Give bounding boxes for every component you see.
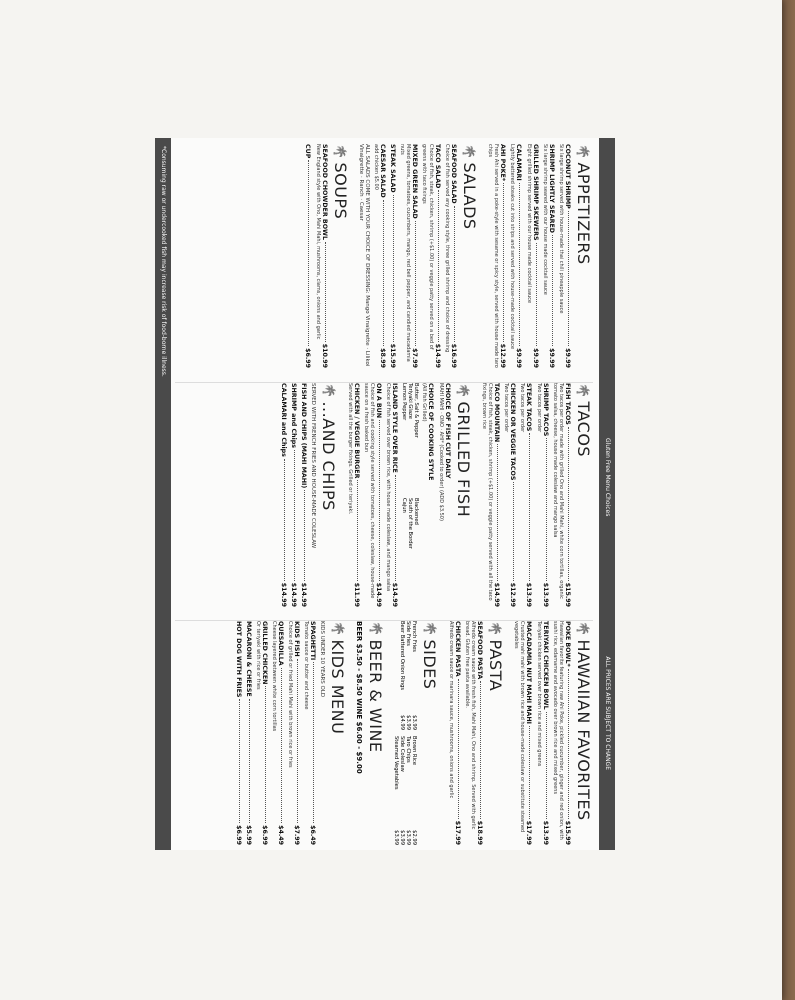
side-item <box>399 621 405 730</box>
cooking-style-option: Lemon Pepper <box>401 383 408 421</box>
menu-item <box>300 383 307 607</box>
menu-item-price: $15.99 <box>564 820 571 845</box>
cooking-style-option: Cajun <box>401 498 408 513</box>
menu-item <box>314 144 327 368</box>
section-title <box>574 383 593 607</box>
dotted-leader <box>393 195 394 342</box>
palm-tree-icon: 🌴 <box>330 621 345 637</box>
menu-item-price: $6.99 <box>304 348 312 368</box>
salad-dressing-note: ALL SALADS COME WITH YOUR CHOICE OF DRESSING: Mango Vinaigrette · Lilikoi Vinaigrette · Ranch · Caesar <box>357 144 370 367</box>
side-name: French Fries <box>411 621 418 652</box>
menu-item-description: Choice of fish served over brown rice, with house made coleslaw, and mango salsa <box>385 383 392 592</box>
menu-item <box>552 621 571 845</box>
menu-section <box>481 383 593 607</box>
price-change-note: ALL PRICES ARE SUBJECT TO CHANGE <box>604 656 611 770</box>
side-name: Side Fries <box>405 621 412 646</box>
menu-item-name: SEAFOOD SALAD <box>449 144 457 204</box>
menu-item <box>519 383 532 607</box>
menu-item-row <box>525 621 532 845</box>
menu-column-middle <box>175 382 593 607</box>
menu-item-row <box>300 383 307 607</box>
menu-item-name: CHOICE OF COOKING STYLE <box>427 383 435 481</box>
menu-item <box>487 144 506 368</box>
menu-item-name: SEAFOOD CHOWDER BOWL <box>320 144 328 241</box>
section-title-text: GRILLED FISH <box>453 401 473 518</box>
raw-fish-warning: *Consuming raw or undercooked fish may increase risk of food-borne illness. <box>160 146 167 377</box>
menu-item-name: STEAK SALAD <box>388 144 396 193</box>
menu-item-row <box>476 621 483 845</box>
menu-item <box>385 383 398 607</box>
dotted-leader <box>265 686 266 823</box>
menu-item-row <box>261 621 268 845</box>
beer-wine-prices: BEER $3.50 - $8.50 WINE $6.00 - $9.00 <box>355 621 364 774</box>
menu-item-price: $7.99 <box>411 348 419 368</box>
dotted-leader <box>480 681 481 818</box>
side-item <box>393 621 399 730</box>
menu-item-row <box>280 383 287 607</box>
menu-item-row <box>434 144 441 368</box>
menu-item-price: $14.99 <box>280 582 288 607</box>
menu-item-name: STEAK TACOS <box>525 383 533 432</box>
menu-section <box>235 621 348 845</box>
menu-column-left <box>175 144 593 368</box>
side-item <box>411 621 417 730</box>
section-title-text: TACOS <box>574 401 593 458</box>
dotted-leader <box>308 160 309 346</box>
menu-item-price: $14.99 <box>391 582 399 607</box>
menu-item-price: $14.99 <box>290 582 298 607</box>
cooking-style-option: Blackened <box>413 498 420 525</box>
dotted-leader <box>284 459 285 581</box>
menu-item-price: $13.99 <box>525 582 533 607</box>
menu-item-row <box>411 144 418 368</box>
menu-item-description: Two tacos per order <box>535 383 542 433</box>
sides-list <box>393 621 417 845</box>
menu-item-name: MIXED GREEN SALAD <box>411 144 419 219</box>
dotted-leader <box>249 699 250 823</box>
menu-item-name: QUESADILLA <box>276 621 284 666</box>
menu-item-price: $17.99 <box>453 820 461 845</box>
dotted-leader <box>379 420 380 581</box>
menu-section <box>358 144 479 368</box>
menu-item-price: $14.99 <box>300 582 308 607</box>
menu-item <box>535 621 548 845</box>
menu-item-price: $15.99 <box>564 582 571 607</box>
menu-item <box>444 144 457 368</box>
dotted-leader <box>239 699 240 823</box>
menu-item-name: COCONUT SHRIMP <box>564 144 571 209</box>
menu-item-price: $10.99 <box>320 343 328 368</box>
menu-item-description: Lightly battered steaks cut into strips and served with house-made cocktail sauce <box>509 144 516 350</box>
menu-item-name: MACADAMIA NUT MAHI MAHI <box>525 621 533 724</box>
cooking-style-option: Butter, Salt & Pepper <box>413 383 420 438</box>
side-item <box>393 736 399 845</box>
dotted-leader <box>513 482 514 580</box>
menu-item <box>389 144 396 368</box>
menu-item-row <box>379 144 386 368</box>
menu-column-right <box>175 620 593 845</box>
menu-item-description: Choice of fish, steak, chicken, shrimp (+$1.00) or veggie patty served with all the taco fixings, brown rice <box>480 383 493 601</box>
menu-item <box>363 383 382 607</box>
section-title-text: SALADS <box>459 162 479 230</box>
menu-item <box>421 144 440 368</box>
section-title-text: SIDES <box>420 639 440 690</box>
side-name: Brown Rice <box>411 736 418 766</box>
menu-item-description: Hawaiian favorite featuring raw Ahi Poke, pickled cucumber, ginger and red onion, with sushi rice, edamame and avocado over brown rice and mixed greens <box>551 621 564 840</box>
cooking-style-option: South of the Border <box>407 498 414 549</box>
menu-item-row <box>493 383 500 607</box>
palm-tree-icon: 🌴 <box>576 621 591 637</box>
side-price: $3.99 <box>399 830 406 845</box>
menu-item-row <box>444 383 451 607</box>
menu-item-row <box>564 383 571 607</box>
menu-item-description: Teriyaki chicken served over brown rice and mixed greens <box>535 621 542 767</box>
dotted-leader <box>529 726 530 819</box>
menu-item <box>290 383 297 607</box>
menu-section <box>346 383 472 607</box>
menu-item <box>558 144 571 368</box>
side-item <box>399 736 405 845</box>
menu-item-description: Crusted mahi mahi with brown rice and house-made coleslaw or substitute steamed vegetables <box>513 621 526 833</box>
menu-item <box>437 383 450 607</box>
palm-tree-icon: 🌴 <box>368 621 383 637</box>
dotted-leader <box>325 242 326 342</box>
dotted-leader <box>395 475 396 581</box>
menu-item-price: $16.99 <box>449 343 457 368</box>
section-title-text: BEER & WINE <box>366 639 386 753</box>
menu-item <box>447 621 460 845</box>
palm-tree-icon: 🌴 <box>488 621 503 637</box>
menu-item-description: Six large shrimp seared with our house made cocktail sauce <box>541 144 548 295</box>
dotted-leader <box>546 712 547 819</box>
menu-item-description: New England style with Ono, Mahi Mahi, mushrooms, clams, onions and garlic <box>314 144 321 340</box>
side-item <box>405 736 411 845</box>
menu-section <box>393 621 439 845</box>
menu-item <box>542 144 555 368</box>
menu-item-price: $14.99 <box>433 343 441 368</box>
menu-item <box>464 621 483 845</box>
menu-item-row <box>564 621 571 845</box>
menu-item-description: Choice of fish, steak, chicken, shrimp (+$1.00) or veggie patty served on a bed of greens with taco fixings <box>421 144 434 350</box>
menu-item-row <box>391 383 398 607</box>
menu-item <box>399 144 418 368</box>
menu-item-row <box>499 144 506 368</box>
side-item <box>411 736 417 845</box>
menu-item <box>509 144 522 368</box>
menu-item-price: $9.99 <box>515 348 523 368</box>
menu-section <box>304 144 349 368</box>
menu-item-price: $13.99 <box>541 582 549 607</box>
gluten-free-note: Gluten Free Menu Choices <box>604 438 611 517</box>
menu-item-description: Alfredo cream sauce with fresh fish, Mahi Mahi, Ono and shrimp. Served with garlic bread. Gluten free pasta available. <box>463 621 476 830</box>
menu-item-price: $9.99 <box>547 348 555 368</box>
menu-item-row <box>542 383 549 607</box>
section-title-text: PASTA <box>485 639 505 692</box>
menu-item <box>303 621 316 845</box>
menu-item-name: SPAGHETTI <box>309 621 317 661</box>
menu-item-name: GRILLED SHRIMP SKEWERS <box>531 144 539 241</box>
dotted-leader <box>454 206 455 342</box>
side-name: Taro Chips <box>405 736 412 763</box>
menu-item-name: TERIYAKI CHICKEN BOWL <box>541 621 549 710</box>
menu-item <box>503 383 516 607</box>
dotted-leader <box>458 679 459 819</box>
menu-section <box>513 621 593 845</box>
menu-sheet <box>155 138 615 850</box>
palm-tree-icon: 🌴 <box>462 144 477 160</box>
dotted-leader <box>568 427 569 581</box>
menu-item-name: ON A BUN <box>374 383 382 419</box>
menu-item-price: $11.99 <box>352 582 360 607</box>
menu-item-name: CHICKEN PASTA <box>453 621 461 677</box>
menu-item-price: $8.99 <box>378 348 386 368</box>
palm-tree-icon: 🌴 <box>456 383 471 399</box>
menu-item <box>255 621 268 845</box>
menu-item-row <box>509 383 516 607</box>
menu-item-name: TACO SALAD <box>433 144 441 189</box>
palm-tree-icon: 🌴 <box>333 144 348 160</box>
section-title <box>420 621 439 845</box>
dotted-leader <box>497 444 498 581</box>
menu-item-price: $6.49 <box>309 825 317 845</box>
menu-item-price: $14.99 <box>374 582 382 607</box>
menu-item <box>280 383 287 607</box>
menu-item-name: CHICKEN / VEGGIE BURGER <box>352 383 360 479</box>
section-title <box>486 621 505 845</box>
header-bar <box>599 138 615 850</box>
menu-item-name: SHRIMP TACOS <box>541 383 549 437</box>
menu-item <box>535 383 548 607</box>
menu-item-name: POKE BOWL* <box>564 621 571 667</box>
section-title <box>366 621 385 845</box>
palm-tree-icon: 🌴 <box>576 144 591 160</box>
menu-item-name: CALAMARI and Chips <box>280 383 288 457</box>
dotted-leader <box>357 480 358 580</box>
menu-item-description: Served with all the burger fixings. Grilled or teriyaki. <box>346 383 353 515</box>
menu-item-row <box>542 621 549 845</box>
menu-item-name: SHRIMP LIGHTLY SEARED <box>547 144 555 234</box>
menu-item-name: FISH AND CHIPS (MAHI MAHI) <box>300 383 308 489</box>
cooking-style-option: Teriyaki Glaze <box>407 383 414 419</box>
menu-item-price: $18.99 <box>475 820 483 845</box>
menu-item-row <box>564 144 571 368</box>
dotted-leader <box>383 200 384 346</box>
menu-item-row <box>532 144 539 368</box>
palm-tree-icon: 🌴 <box>321 383 336 399</box>
menu-item-price: $15.99 <box>388 343 396 368</box>
menu-item-price: $17.99 <box>525 820 533 845</box>
menu-section <box>447 621 505 845</box>
dotted-leader <box>304 490 305 580</box>
menu-item-row <box>290 383 297 607</box>
menu-item <box>245 621 252 845</box>
menu-item-description: Fresh Ahi served in a poke-style with sesame or spicy style, served with house made taro chips <box>486 144 500 368</box>
menu-item-row <box>375 383 382 607</box>
side-price: $4.99 <box>399 715 406 730</box>
menu-item-description: Two tacos per order <box>519 383 526 433</box>
menu-item-price: $12.99 <box>499 343 507 368</box>
menu-item-name: CUP <box>304 144 312 159</box>
menu-item-name: MACARONI & CHEESE <box>244 621 252 697</box>
menu-item-row <box>389 144 396 368</box>
menu-item-row <box>450 144 457 368</box>
menu-item-description: Alfredo cream sauce or marinara sauce, mushrooms, onions and garlic <box>447 621 454 799</box>
section-title <box>454 383 473 607</box>
menu-item-name: ISLAND STYLE OVER RICE <box>391 383 399 473</box>
menu-item <box>346 383 359 607</box>
menu-item-row <box>548 144 555 368</box>
side-price: $3.99 <box>393 830 400 845</box>
menu-item-name: KIDS FISH <box>293 621 301 657</box>
dotted-leader <box>568 669 569 819</box>
menu-item-name: GRILLED CHICKEN <box>260 621 268 685</box>
menu-item-price: $7.99 <box>293 825 301 845</box>
section-title <box>319 383 338 607</box>
menu-item-row <box>245 621 252 845</box>
menu-item <box>552 383 571 607</box>
menu-item-name: FISH TACOS <box>564 383 571 425</box>
dotted-leader <box>503 183 504 342</box>
side-price: $3.99 <box>405 715 412 730</box>
menu-item-name: HOT DOG WITH FRIES <box>234 621 242 698</box>
dotted-leader <box>297 659 298 823</box>
menu-section <box>355 621 385 845</box>
dotted-leader <box>536 243 537 347</box>
dotted-leader <box>568 211 569 346</box>
dotted-leader <box>313 662 314 823</box>
menu-item-description: Cheese layered between white corn tortillas <box>270 621 277 732</box>
side-name: Side Coleslaw <box>399 736 406 772</box>
menu-item <box>525 144 538 368</box>
menu-item-price: $5.99 <box>244 825 252 845</box>
cooking-style-options <box>401 383 419 607</box>
section-title <box>574 621 593 845</box>
section-note: KIDS UNDER 10 YEARS OLD <box>319 621 326 698</box>
section-title <box>331 144 350 368</box>
palm-tree-icon: 🌴 <box>422 621 437 637</box>
side-item <box>405 621 411 730</box>
menu-section <box>487 144 593 368</box>
menu-item-price: $9.99 <box>564 348 571 368</box>
menu-item-name: CHOICE OF FISH CUT DAILY <box>443 383 451 479</box>
menu-item-name: SEAFOOD PASTA <box>475 621 483 680</box>
dotted-leader <box>438 190 439 341</box>
menu-item <box>235 621 242 845</box>
menu-item-description: Mixed greens, tomatoes, cucumbers, mango, red bell pepper, and candied macadamia nuts <box>398 144 412 362</box>
menu-item-row <box>525 383 532 607</box>
menu-item-description: Six large shrimp served with house-made thai chili pineapple sauce <box>558 144 564 314</box>
side-price: $2.99 <box>411 830 418 845</box>
menu-item-row <box>515 144 522 368</box>
menu-item-row <box>427 383 434 607</box>
section-title-text: SOUPS <box>330 162 350 220</box>
dotted-leader <box>529 433 530 580</box>
side-name: Steamed Vegetables <box>393 736 400 790</box>
menu-item-name: AHI POKE* <box>499 144 507 182</box>
dotted-leader <box>281 668 282 823</box>
menu-section <box>280 383 338 607</box>
section-note: SERVED WITH FRENCH FRIES AND HOUSE-MADE COLESLAW <box>310 383 317 549</box>
menu-item-description: Or teriyaki with rice or fries <box>254 621 261 690</box>
menu-item <box>481 383 500 607</box>
menu-item-price: $9.99 <box>531 348 539 368</box>
menu-item-description: Eight grilled shrimp served with our house made cocktail sauce <box>525 144 532 304</box>
section-title-text: APPETIZERS <box>574 162 593 265</box>
menu-item-description: Two tacos per order made with grilled Ono and Mahi Mahi, white corn tortillas, organic tomato salsa, cheese, house made coleslaw and mango salsa <box>551 383 564 599</box>
dotted-leader <box>294 450 295 581</box>
menu-item-price: $6.99 <box>260 825 268 845</box>
menu-item-row <box>293 621 300 845</box>
menu-item <box>401 383 434 607</box>
menu-item-name: CHICKEN OR VEGGIE TACOS <box>509 383 517 481</box>
dotted-leader <box>415 221 416 346</box>
menu-item-row <box>235 621 242 845</box>
menu-item-row <box>353 383 360 607</box>
menu-item-price: $6.99 <box>234 825 242 845</box>
section-title <box>328 621 347 845</box>
menu-item-row <box>321 144 328 368</box>
menu-item-description: Two tacos per order <box>503 383 510 433</box>
section-title <box>574 144 593 368</box>
section-title-text: ...AND CHIPS <box>319 401 339 511</box>
section-title <box>460 144 479 368</box>
menu-item-name: CALAMARI <box>515 144 523 181</box>
palm-tree-icon: 🌴 <box>576 383 591 399</box>
side-name: Beer Battered Onion Rings <box>399 621 406 691</box>
menu-item-description: add chicken $5.00 <box>372 144 379 190</box>
menu-item-price: $4.49 <box>276 825 284 845</box>
footer-bar <box>155 138 171 850</box>
menu-item-price: $12.99 <box>509 582 517 607</box>
menu-item <box>513 621 532 845</box>
menu-item-row <box>309 621 316 845</box>
menu-item-row <box>277 621 284 845</box>
menu-item-description: Choice of fish and cooking style served with tomatoes, cheese, coleslaw, house-made sauce on a fresh baked bun <box>362 383 375 599</box>
menu-item-row <box>454 621 461 845</box>
menu-item-name: SHRIMP and Chips <box>290 383 298 449</box>
menu-item-description: Choice of fish served any cooking style, three grilled shrimp and choice of dressing <box>443 144 450 353</box>
menu-item <box>271 621 284 845</box>
side-price: $3.99 <box>411 715 418 730</box>
section-title-text: KIDS MENU <box>328 639 348 735</box>
side-price: $3.99 <box>405 830 412 845</box>
menu-item-price: $13.99 <box>541 820 549 845</box>
dotted-leader <box>546 438 547 580</box>
menu-item-description: Choice of grilled or fried Mahi Mahi with brown rice or fries <box>287 621 294 768</box>
menu-item <box>304 144 311 368</box>
menu-item-name: TACO MOUNTAIN <box>492 383 500 443</box>
menu-item-price: $14.99 <box>492 582 500 607</box>
menu-item <box>373 144 386 368</box>
menu-item-description: MAHI MAHI · ONO · AHI* (Cooked to order) (ADD $3.50) <box>437 383 444 521</box>
menu-item-description: (All fish Grilled) <box>421 383 428 422</box>
side-name <box>393 621 399 726</box>
menu-item-description: Tomato sauce or butter and cheese <box>303 621 310 710</box>
section-title-text: HAWAIIAN FAVORITES <box>574 639 593 821</box>
menu-item-name: CAESAR SALAD <box>378 144 386 198</box>
dotted-leader <box>519 183 520 346</box>
menu-item <box>287 621 300 845</box>
dotted-leader <box>552 235 553 346</box>
menu-item-row <box>304 144 311 368</box>
